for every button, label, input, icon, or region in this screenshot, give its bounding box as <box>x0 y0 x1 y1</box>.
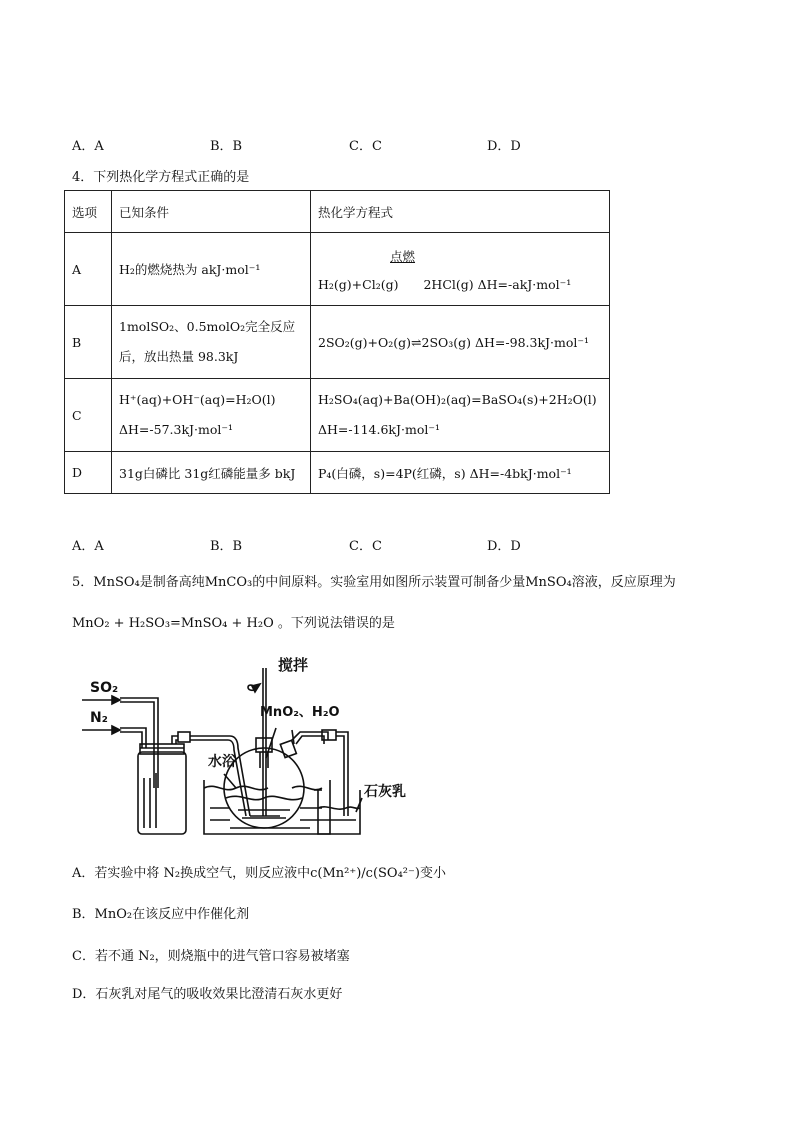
q3-option-c: C．C <box>349 139 382 154</box>
header-equation: 热化学方程式 <box>311 191 610 233</box>
row-label: D <box>65 452 112 494</box>
lime-milk-label: 石灰乳 <box>364 784 406 800</box>
ignite-condition-label: 点燃 <box>390 249 416 264</box>
stir-label: 搅拌 <box>278 656 309 674</box>
apparatus-figure <box>60 648 480 847</box>
q5-choice-d: D．石灰乳对尾气的吸收效果比澄清石灰水更好 <box>72 987 343 1002</box>
row-label: C <box>65 379 112 452</box>
q5-stem-line1: 5．MnSO₄是制备高纯MnCO₃的中间原料。实验室用如图所示装置可制备少量MnSO₄溶液，反应原理为 <box>72 575 676 590</box>
condition-line: H⁺(aq)+OH⁻(aq)=H₂O(l) <box>119 392 276 407</box>
q4-stem: 4．下列热化学方程式正确的是 <box>72 170 250 185</box>
row-condition: 31g白磷比 31g红磷能量多 bkJ <box>112 452 311 494</box>
n2-label: N₂ <box>90 710 108 726</box>
condition-line: ΔH=-57.3kJ·mol⁻¹ <box>119 422 234 437</box>
header-option: 选项 <box>65 191 112 233</box>
row-label: B <box>65 306 112 379</box>
wash-bottle <box>138 752 186 834</box>
q3-option-d: D．D <box>487 139 521 154</box>
table-row <box>65 452 610 494</box>
row-condition <box>112 306 311 379</box>
row-equation: P₄(白磷，s)=4P(红磷，s) ΔH=-4bkJ·mol⁻¹ <box>311 452 610 494</box>
so2-label: SO₂ <box>90 680 119 696</box>
q4-option-b: B．B <box>210 539 243 554</box>
condition-line: 1molSO₂、0.5molO₂完全反应 <box>119 319 296 334</box>
q4-option-c: C．C <box>349 539 382 554</box>
equation-text: H₂(g)+Cl₂(g) 2HCl(g) ΔH=-akJ·mol⁻¹ <box>318 277 572 292</box>
condition-line: 后，放出热量 98.3kJ <box>119 349 239 364</box>
table-row <box>65 233 610 306</box>
header-condition: 已知条件 <box>112 191 311 233</box>
apparatus-diagram <box>60 648 480 843</box>
q3-option-b: B．B <box>210 139 243 154</box>
table-header-row <box>65 191 610 233</box>
row-condition: H₂的燃烧热为 akJ·mol⁻¹ <box>112 233 311 306</box>
water-bath-label: 水浴 <box>208 754 236 770</box>
q4-option-d: D．D <box>487 539 521 554</box>
table-row <box>65 306 610 379</box>
beaker <box>318 790 360 834</box>
row-label: A <box>65 233 112 306</box>
q5-choice-a: A．若实验中将 N₂换成空气，则反应液中c(Mn²⁺)/c(SO₄²⁻)变小 <box>72 866 446 881</box>
table-row <box>65 379 610 452</box>
reagents-label: MnO₂、H₂O <box>260 705 340 720</box>
q5-choice-c: C．若不通 N₂，则烧瓶中的进气管口容易被堵塞 <box>72 949 350 964</box>
row-equation <box>311 379 610 452</box>
q3-option-a: A．A <box>72 139 104 154</box>
equation-line: H₂SO₄(aq)+Ba(OH)₂(aq)=BaSO₄(s)+2H₂O(l) <box>318 392 597 407</box>
row-condition <box>112 379 311 452</box>
q4-option-a: A．A <box>72 539 104 554</box>
q5-choice-b: B．MnO₂在该反应中作催化剂 <box>72 907 250 922</box>
row-equation <box>311 233 610 306</box>
q4-table <box>64 190 610 494</box>
equation-line: ΔH=-114.6kJ·mol⁻¹ <box>318 422 440 437</box>
row-equation: 2SO₂(g)+O₂(g)⇌2SO₃(g) ΔH=-98.3kJ·mol⁻¹ <box>311 306 610 379</box>
q5-stem-line2: MnO₂ + H₂SO₃=MnSO₄ + H₂O 。下列说法错误的是 <box>72 616 395 631</box>
